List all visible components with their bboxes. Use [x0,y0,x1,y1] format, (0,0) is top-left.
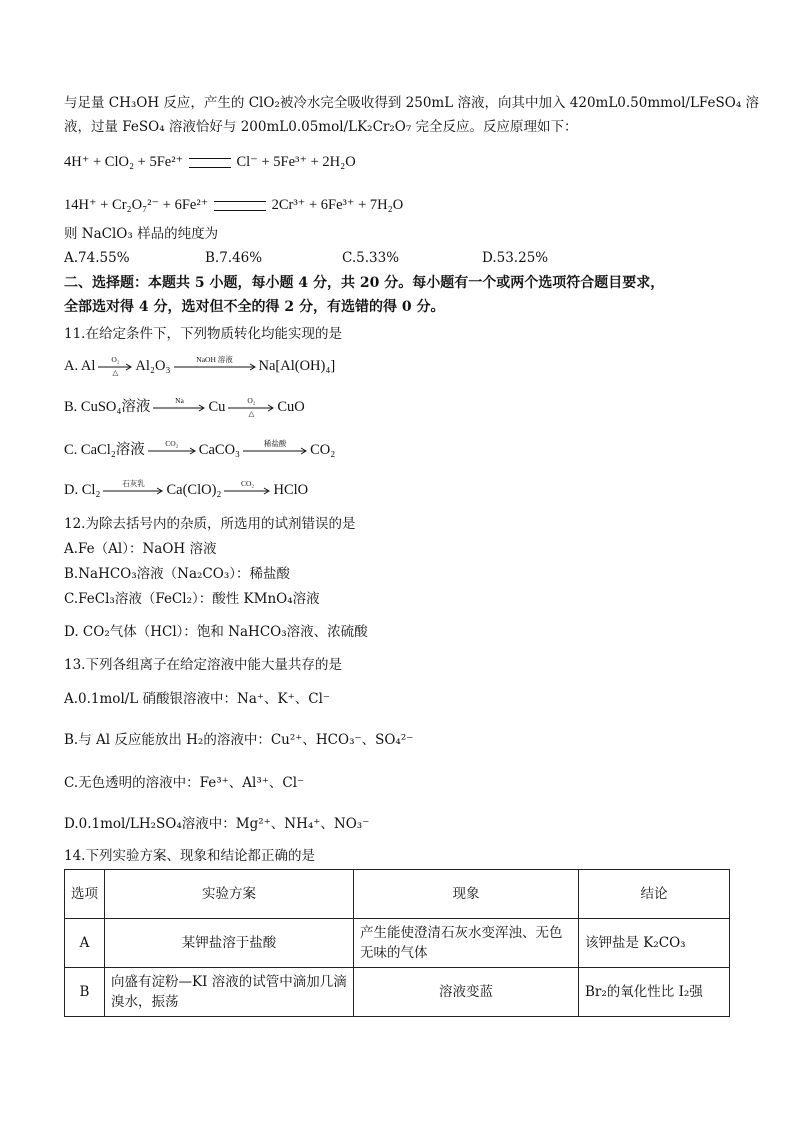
reaction-arrow [103,478,163,501]
header-conclusion: 结论 [579,870,730,919]
q12-option-d: D. CO₂气体（HCl）：饱和 NaHCO₃溶液、浓硫酸 [64,624,368,640]
arrow-icon [153,404,205,412]
intro-line-1: 与足量 CH₃OH 反应，产生的 ClO₂被冷水完全吸收得到 250mL 溶液，向其中加入 420mL0.50mmol/LFeSO₄ 溶 [64,95,760,111]
reaction-arrow [243,438,307,461]
arrow-icon [224,487,270,495]
section-2-heading-line-2: 全部选对得 4 分，选对但不全的得 2 分，有选错的得 0 分。 [64,299,445,315]
arrow-icon [148,447,196,455]
equation-2-rhs: 2Cr³⁺ + 6Fe³⁺ + 7H₂O [271,197,404,213]
q11-a-start: A. Al [64,358,96,374]
equation-1-lhs: 4H⁺ + ClO₂ + 5Fe²⁺ [64,154,184,170]
table-header-row [65,870,730,919]
table-row [65,968,730,1017]
equals-sign [214,201,266,211]
arrow-condition: Na [175,395,184,405]
header-plan: 实验方案 [105,870,354,919]
q11-option-a [64,356,744,377]
q13-option-a: A.0.1mol/L 硝酸银溶液中：Na⁺、K⁺、Cl⁻ [64,691,331,707]
row-plan: 向盛有淀粉—KI 溶液的试管中滴加几滴溴水，振荡 [105,968,354,1017]
arrow-condition: NaOH 溶液 [196,354,233,364]
q10-option-d: D.53.25% [482,250,549,266]
table-row [65,919,730,968]
equation-1-rhs: Cl⁻ + 5Fe³⁺ + 2H₂O [236,154,356,170]
q11-c-mid: CaCO₃ [198,442,241,458]
reaction-arrow [224,478,270,501]
arrow-condition: O₂ [111,354,120,364]
q11-d-mid: Ca(ClO)₂ [166,482,222,498]
q12-option-a: A.Fe（Al）：NaOH 溶液 [64,541,217,557]
arrow-condition: CO₂ [165,438,179,448]
arrow-condition: 石灰乳 [122,478,145,488]
q12-option-c: C.FeCl₃溶液（FeCl₂）：酸性 KMnO₄溶液 [64,591,320,607]
arrow-condition: CO₂ [240,478,254,488]
q12-stem: 12.为除去括号内的杂质，所选用的试剂错误的是 [64,516,356,532]
arrow-condition: 稀盐酸 [263,438,287,448]
equation-2-lhs: 14H⁺ + Cr₂O₇²⁻ + 6Fe²⁺ [64,197,209,213]
row-plan: 某钾盐溶于盐酸 [105,919,354,968]
row-option: A [65,919,105,968]
arrow-icon [174,363,256,371]
q11-stem: 11.在给定条件下，下列物质转化均能实现的是 [64,326,342,342]
q11-c-start: C. CaCl₂溶液 [64,442,145,458]
q10-option-b: B.7.46% [205,250,263,266]
reaction-arrow [148,438,196,461]
arrow-icon [243,447,307,455]
reaction-arrow [98,354,132,377]
equals-sign [189,158,231,168]
row-option: B [65,968,105,1017]
row-phenomenon: 溶液变蓝 [354,968,579,1017]
q10-option-a: A.74.55% [64,250,130,266]
q11-c-end: CO₂ [310,442,336,458]
arrow-condition: O₂ [247,395,256,405]
reaction-arrow [174,354,256,377]
row-conclusion: Br₂的氧化性比 I₂强 [579,968,730,1017]
header-phenomenon: 现象 [354,870,579,919]
q14-table [64,869,730,1017]
row-conclusion: 该钾盐是 K₂CO₃ [579,919,730,968]
equation-2 [64,195,744,215]
q11-a-mid: Al₂O₃ [135,358,171,374]
q11-d-end: HClO [273,482,309,498]
q10-tail-text: 则 NaClO₃ 样品的纯度为 [64,226,219,242]
q12-option-b: B.NaHCO₃溶液（Na₂CO₃）：稀盐酸 [64,566,290,582]
row-phenomenon: 产生能使澄清石灰水变浑浊、无色无味的气体 [354,919,579,968]
q13-stem: 13.下列各组离子在给定溶液中能大量共存的是 [64,657,342,673]
q13-option-c: C.无色透明的溶液中：Fe³⁺、Al³⁺、Cl⁻ [64,775,305,791]
section-2-heading-line-1: 二、选择题：本题共 5 小题，每小题 4 分，共 20 分。每小题有一个或两个选项符合题目要求， [64,275,665,291]
q11-b-start: B. CuSO₄溶液 [64,399,151,415]
q11-option-b [64,397,744,418]
reaction-arrow [153,395,205,418]
arrow-icon [103,487,163,495]
q13-option-b: B.与 Al 反应能放出 H₂的溶液中：Cu²⁺、HCO₃⁻、SO₄²⁻ [64,732,414,748]
equation-1 [64,152,744,172]
q13-option-d: D.0.1mol/LH₂SO₄溶液中：Mg²⁺、NH₄⁺、NO₃⁻ [64,816,370,832]
arrow-icon [98,363,132,371]
q11-b-end: CuO [277,399,305,415]
q14-stem: 14.下列实验方案、现象和结论都正确的是 [64,848,315,864]
arrow-condition: △ [248,408,255,418]
q11-a-end: Na[Al(OH)₄] [258,358,336,374]
reaction-arrow [228,395,274,418]
q11-option-d [64,480,744,501]
intro-line-2: 液，过量 FeSO₄ 溶液恰好与 200mL0.05mol/LK₂Cr₂O₇ 完全反应。反应原理如下： [64,119,578,135]
q11-d-start: D. Cl₂ [64,482,101,498]
q10-option-c: C.5.33% [342,250,400,266]
arrow-condition: △ [112,367,119,377]
q11-b-mid: Cu [208,399,226,415]
q10-options [64,248,744,268]
header-option: 选项 [65,870,105,919]
arrow-icon [228,404,274,412]
q11-option-c [64,440,744,461]
